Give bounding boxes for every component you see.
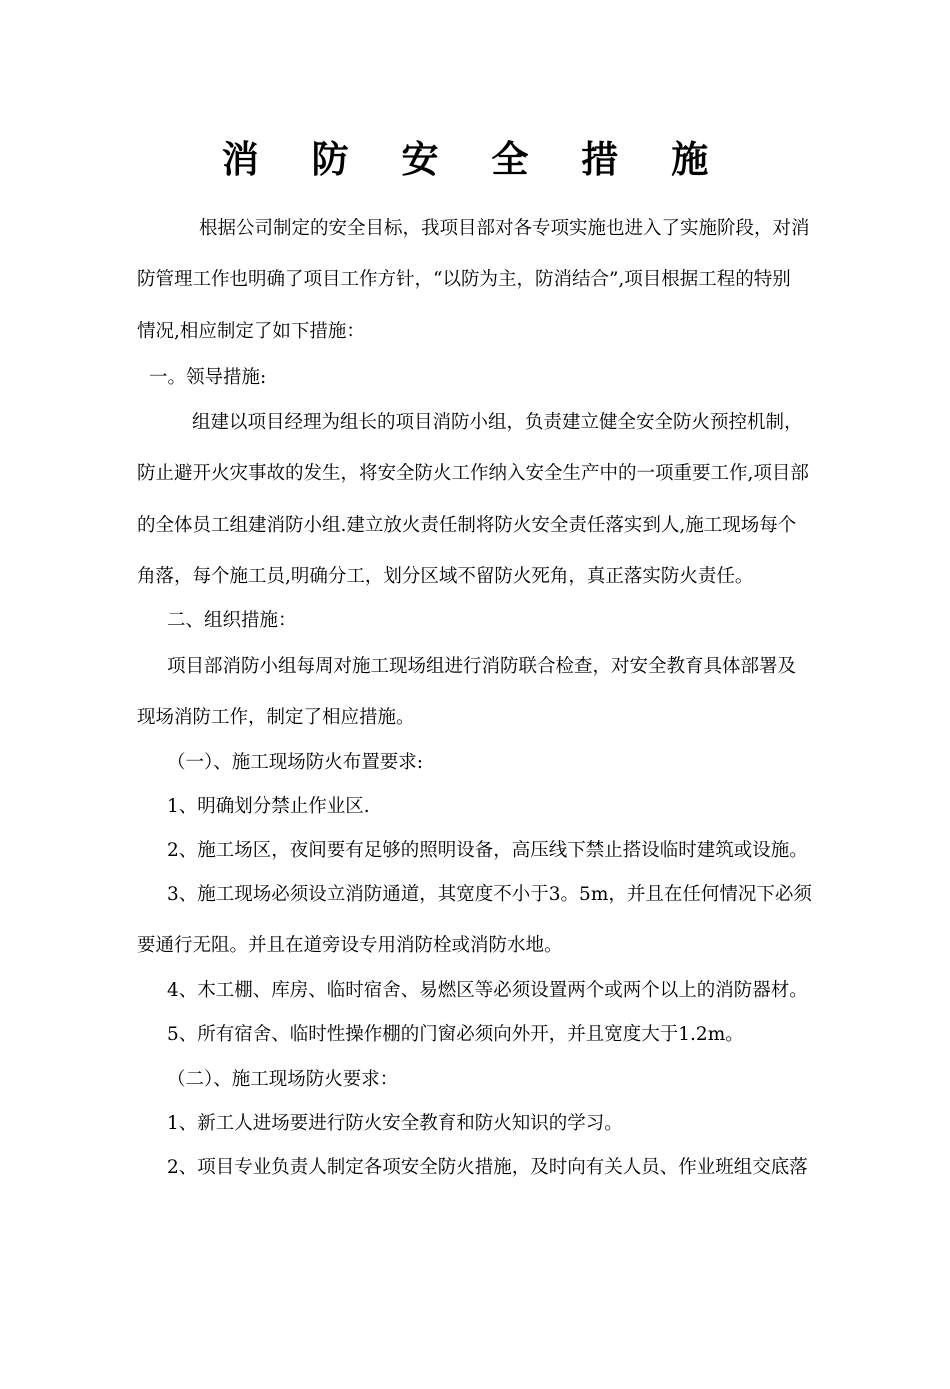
subsection-heading: （二）、施工现场防火要求：	[167, 1069, 399, 1090]
list-item: 3、施工现场必须设立消防通道，其宽度不小于3。5m，并且在任何情况下必须	[167, 884, 812, 905]
paragraph-line: 防管理工作也明确了项目工作方针，“以防为主，防消结合”,项目根据工程的特别	[137, 269, 791, 290]
paragraph-line: 角落，每个施工员,明确分工，划分区域不留防火死角，真正落实防火责任。	[137, 566, 754, 587]
list-item: 2、项目专业负责人制定各项安全防火措施，及时向有关人员、作业班组交底落	[167, 1157, 808, 1178]
list-item: 5、所有宿舍、临时性操作棚的门窗必须向外开，并且宽度大于1.2m。	[167, 1024, 744, 1045]
section-heading: 二、组织措施：	[167, 610, 297, 631]
section-heading: 一。领导措施:	[149, 367, 267, 388]
paragraph-line: 防止避开火灾事故的发生，将安全防火工作纳入安全生产中的一项重要工作,项目部	[137, 463, 809, 484]
paragraph-line: 根据公司制定的安全目标，我项目部对各专项实施也进入了实施阶段，对消	[199, 218, 810, 239]
subsection-heading: （一）、施工现场防火布置要求:	[167, 752, 423, 773]
paragraph-line: 现场消防工作，制定了相应措施。	[137, 707, 415, 728]
paragraph-line: 项目部消防小组每周对施工现场组进行消防联合检查，对安全教育具体部署及	[167, 656, 797, 677]
paragraph-line: 组建以项目经理为组长的项目消防小组，负责建立健全安全防火预控机制，	[192, 412, 803, 433]
list-item: 1、明确划分禁止作业区.	[167, 796, 370, 817]
list-item: 2、施工场区，夜间要有足够的照明设备，高压线下禁止搭设临时建筑或设施。	[167, 840, 808, 861]
list-item: 1、新工人进场要进行防火安全教育和防火知识的学习。	[167, 1113, 623, 1134]
list-item: 4、木工棚、库房、临时宿舍、易燃区等必须设置两个或两个以上的消防器材。	[167, 980, 808, 1001]
paragraph-line: 情况,相应制定了如下措施：	[137, 321, 365, 342]
paragraph-line: 的全体员工组建消防小组.建立放火责任制将防火安全责任落实到人,施工现场每个	[137, 515, 797, 536]
list-item-continuation: 要通行无阻。并且在道旁设专用消防栓或消防水地。	[137, 935, 563, 956]
document-title: 消 防 安 全 措 施	[221, 137, 729, 181]
